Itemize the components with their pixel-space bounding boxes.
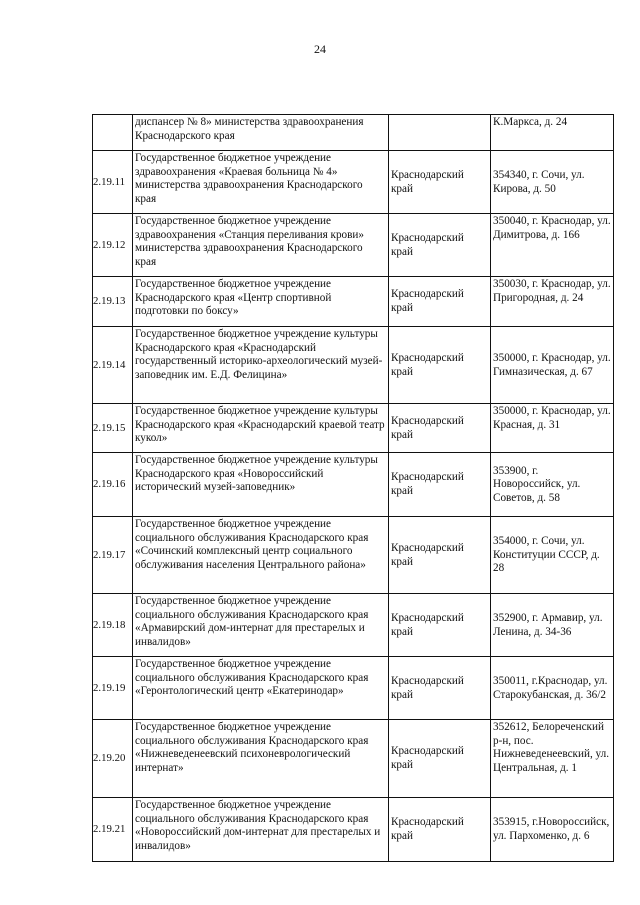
row-number: 2.19.13	[93, 277, 133, 327]
institution-name: диспансер № 8» министерства здравоохранения Краснодарского края	[133, 115, 389, 151]
institution-name: Государственное бюджетное учреждение культуры Краснодарского края «Краснодарский краевой театр кукол»	[133, 404, 389, 453]
table-row	[93, 214, 614, 277]
region: Краснодарский край	[389, 720, 491, 798]
table-row	[93, 720, 614, 798]
table-row	[93, 594, 614, 657]
region	[389, 115, 491, 151]
region: Краснодарский край	[389, 151, 491, 214]
institution-name: Государственное бюджетное учреждение культуры Краснодарского края «Новороссийский исторический музей-заповедник»	[133, 453, 389, 517]
region: Краснодарский край	[389, 214, 491, 277]
address: 353915, г.Новороссийск, ул. Пархоменко, д. 6	[491, 798, 614, 862]
table-row	[93, 657, 614, 720]
institution-name: Государственное бюджетное учреждение культуры Краснодарского края «Краснодарский государственный историко-археологический музей-заповедник им. Е.Д. Фелицина»	[133, 327, 389, 404]
address: 350040, г. Краснодар, ул. Димитрова, д. 166	[491, 214, 614, 277]
registry-table	[92, 114, 614, 862]
row-number: 2.19.20	[93, 720, 133, 798]
address: 350000, г. Краснодар, ул. Гимназическая, д. 67	[491, 327, 614, 404]
table-row	[93, 517, 614, 594]
address: 352612, Белореченский р-н, пос. Нижневеденеевский, ул. Центральная, д. 1	[491, 720, 614, 798]
table-row	[93, 453, 614, 517]
table-row	[93, 115, 614, 151]
institution-name: Государственное бюджетное учреждение социального обслуживания Краснодарского края «Сочинский комплексный центр социального обслуживания населения Центрального района»	[133, 517, 389, 594]
row-number: 2.19.14	[93, 327, 133, 404]
address: 350000, г. Краснодар, ул. Красная, д. 31	[491, 404, 614, 453]
address: 350030, г. Краснодар, ул. Пригородная, д. 24	[491, 277, 614, 327]
region: Краснодарский край	[389, 277, 491, 327]
institution-name: Государственное бюджетное учреждение социального обслуживания Краснодарского края «Армавирский дом-интернат для престарелых и инвалидов»	[133, 594, 389, 657]
registry-table-body	[93, 115, 614, 862]
address: 353900, г. Новороссийск, ул. Советов, д. 58	[491, 453, 614, 517]
institution-name: Государственное бюджетное учреждение социального обслуживания Краснодарского края «Геронтологический центр «Екатеринодар»	[133, 657, 389, 720]
row-number: 2.19.11	[93, 151, 133, 214]
institution-name: Государственное бюджетное учреждение социального обслуживания Краснодарского края «Нижневеденеевский психоневрологический интернат»	[133, 720, 389, 798]
institution-name: Государственное бюджетное учреждение здравоохранения «Краевая больница № 4» министерства здравоохранения Краснодарского края	[133, 151, 389, 214]
address: 352900, г. Армавир, ул. Ленина, д. 34-36	[491, 594, 614, 657]
table-row	[93, 404, 614, 453]
table-row	[93, 151, 614, 214]
row-number: 2.19.15	[93, 404, 133, 453]
region: Краснодарский край	[389, 453, 491, 517]
row-number: 2.19.18	[93, 594, 133, 657]
row-number	[93, 115, 133, 151]
table-row	[93, 798, 614, 862]
address: К.Маркса, д. 24	[491, 115, 614, 151]
address: 354340, г. Сочи, ул. Кирова, д. 50	[491, 151, 614, 214]
region: Краснодарский край	[389, 517, 491, 594]
region: Краснодарский край	[389, 798, 491, 862]
row-number: 2.19.17	[93, 517, 133, 594]
institution-name: Государственное бюджетное учреждение социального обслуживания Краснодарского края «Новороссийский дом-интернат для престарелых и инвалидов»	[133, 798, 389, 862]
institution-name: Государственное бюджетное учреждение здравоохранения «Станция переливания крови» министерства здравоохранения Краснодарского края	[133, 214, 389, 277]
page-number: 24	[314, 42, 326, 56]
address: 350011, г.Краснодар, ул. Старокубанская, д. 36/2	[491, 657, 614, 720]
region: Краснодарский край	[389, 404, 491, 453]
table-row	[93, 327, 614, 404]
row-number: 2.19.19	[93, 657, 133, 720]
institution-name: Государственное бюджетное учреждение Краснодарского края «Центр спортивной подготовки по боксу»	[133, 277, 389, 327]
region: Краснодарский край	[389, 657, 491, 720]
row-number: 2.19.21	[93, 798, 133, 862]
region: Краснодарский край	[389, 594, 491, 657]
table-row	[93, 277, 614, 327]
region: Краснодарский край	[389, 327, 491, 404]
row-number: 2.19.16	[93, 453, 133, 517]
address: 354000, г. Сочи, ул. Конституции СССР, д. 28	[491, 517, 614, 594]
row-number: 2.19.12	[93, 214, 133, 277]
